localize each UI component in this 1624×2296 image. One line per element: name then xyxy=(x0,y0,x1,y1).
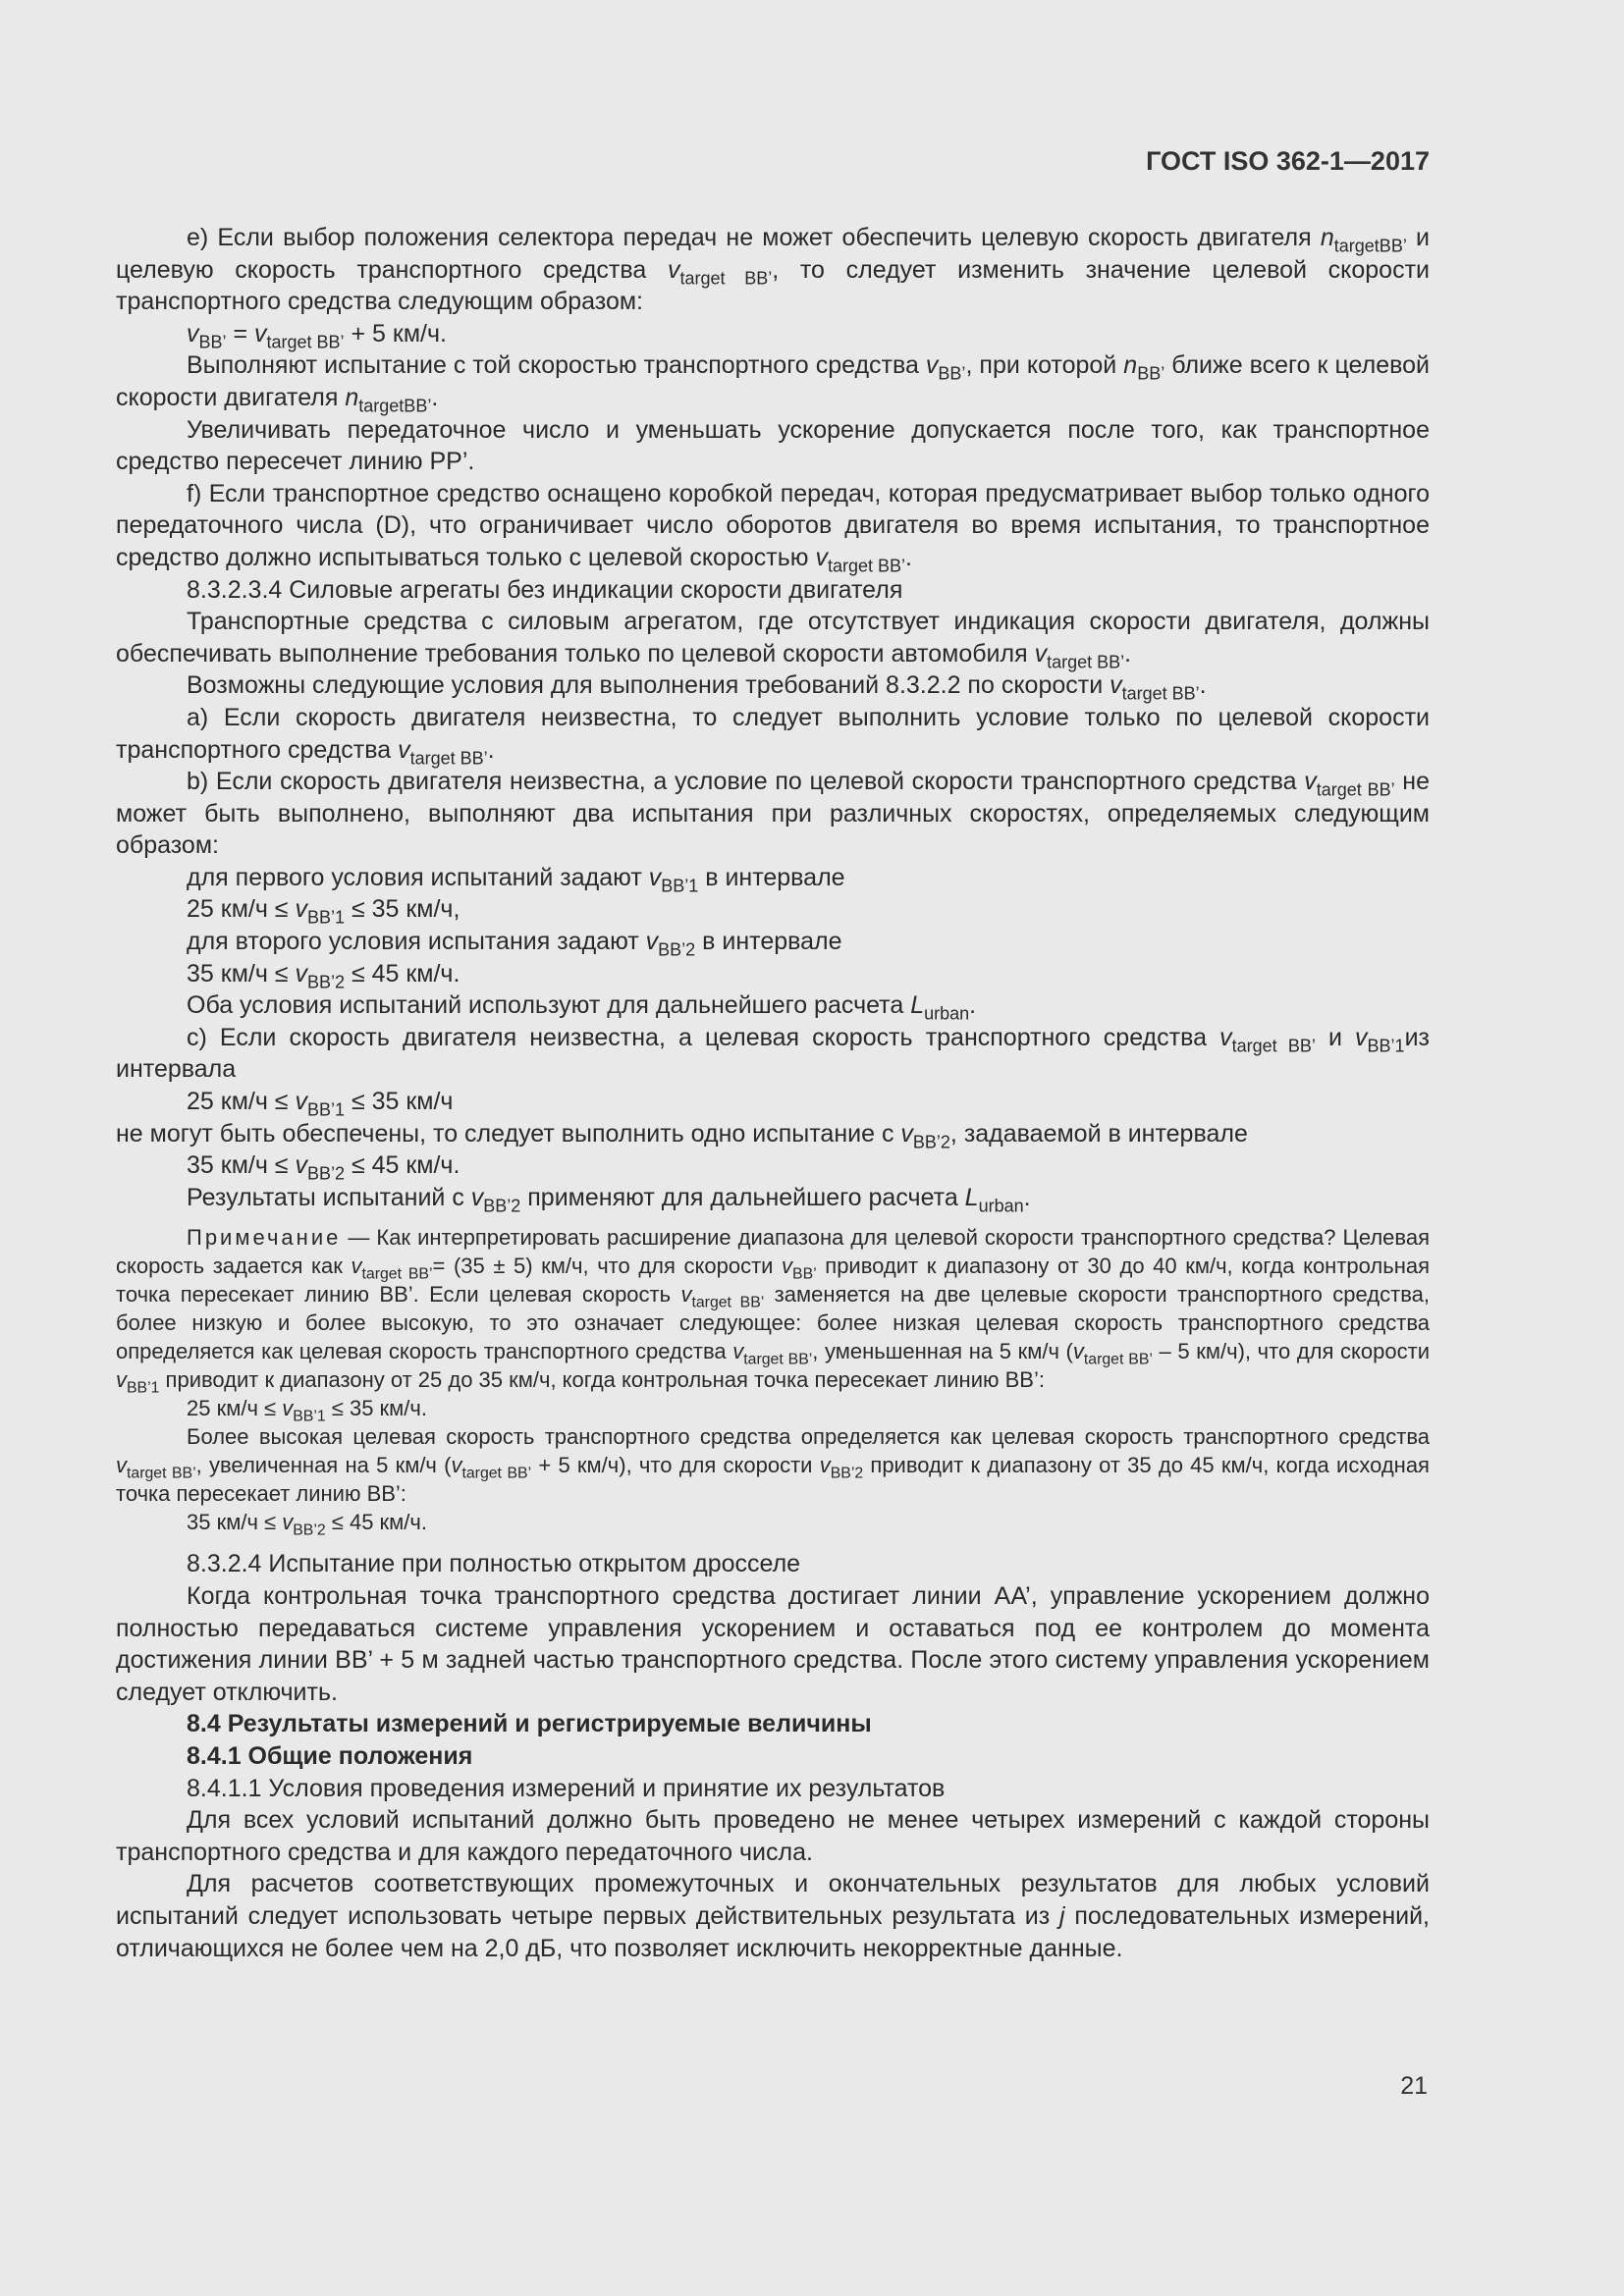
heading-8-4: 8.4 Результаты измерений и регистрируемые величины xyxy=(187,1710,872,1738)
note-paragraph-higher: Более высокая целевая скорость транспортного средства определяется как целевая скорость транспортного средства $v_{target BB’}$, увеличенная на 5 км/ч ($v_{target BB’} + 5$ км/ч), что для скорости $v_{BB’2}$ приводит к диапазону от 35 до 45 км/ч, когда исходная точка пересекает линию BB’: xyxy=(116,1424,1430,1507)
note-inequality-2: 35 $км/ч \le v_{BB’2} \le 45$ км/ч. xyxy=(187,1510,427,1539)
paragraph-e-increase: Увеличивать передаточное число и уменьшать ускорение допускается после того, как транспортное средство пересечет линию PP’. xyxy=(116,415,1430,476)
paragraph-vehicles: Транспортные средства с силовым агрегатом, где отсутствует индикация скорости двигателя, должны обеспечивать выполнение требования только по целевой скорости автомобиля $v_{target BB’}$. xyxy=(116,608,1430,672)
equation-vbb: $v_{BB’} = v_{target BB’} + 5$ км/ч. xyxy=(187,319,447,352)
second-condition: для второго условия испытания задают $v_{BB’2}$ в интервале xyxy=(187,928,842,960)
third-inequality: 25 $км/ч \le v_{BB’1} \le 35$ км/ч xyxy=(187,1088,454,1120)
first-inequality: 25 $км/ч \le v_{BB’1} \le 35$ км/ч, xyxy=(187,895,460,928)
first-condition: для первого условия испытаний задают $v_{BB’1}$ в интервале xyxy=(187,863,845,896)
paragraph-results: Результаты испытаний с $v_{BB’2}$ применяют для дальнейшего расчета $L_{urban}$. xyxy=(187,1183,1031,1216)
document-header: ГОСТ ISO 362-1—2017 xyxy=(1146,146,1430,176)
paragraph-a: а) Если скорость двигателя неизвестна, то следует выполнить условие только по целевой скорости транспортного средства $v_{target BB’}$. xyxy=(116,703,1430,768)
note-block xyxy=(116,1223,1430,1539)
paragraph-b: b) Если скорость двигателя неизвестна, а условие по целевой скорости транспортного средства $v_{target BB’}$ не может быть выполнено, выполняют два испытания при различных скоростях, определяемых следующим образом: xyxy=(116,768,1430,860)
section-8-3-2-3-4: 8.3.2.3.4 Силовые агрегаты без индикации скорости двигателя xyxy=(187,575,903,604)
paragraph-f: f) Если транспортное средство оснащено коробкой передач, которая предусматривает выбор только одного передаточного числа (D), что ограничивает число оборотов двигателя во время испытания, то транспортное средство должно испытываться только с целевой скоростью $v_{target BB’}$. xyxy=(116,479,1430,576)
note-paragraph: Примечание — Как интерпретировать расширение диапазона для целевой скорости транспортного средства? Целевая скорость задается как $v_{target BB’}= (35 \pm 5)$ км/ч, что для скорости $v_{BB’}$ приводит к диапазону от 30 до 40 км/ч, когда контрольная точка пересекает линию BB’. Если целевая скорость $v_{target BB’}$ заменяется на две целевые скорости транспортного средства, более низкую и более высокую, то это означает следующее: более низкая целевая скорость транспортного средства определяется как целевая скорость транспортного средства $v_{target BB’}$, уменьшенная на 5 км/ч ($v_{target BB’} - 5$ км/ч), что для скорости $v_{BB’1}$ приводит к диапазону от 25 до 35 км/ч, когда контрольная точка пересекает линию BB’: xyxy=(116,1225,1430,1397)
section-8-4-1-1: 8.4.1.1 Условия проведения измерений и принятие их результатов xyxy=(187,1774,946,1802)
paragraph-e: е) Если выбор положения селектора передач не может обеспечить целевую скорость двигателя $n_{targetBB’}$ и целевую скорость транспортного средства $v_{target BB’}$, то следует изменить значение целевой скорости транспортного средства следующим образом: xyxy=(116,224,1430,316)
paragraph-e-test: Выполняют испытание с той скоростью транспортного средства $v_{BB’}$, при которой $n_{BB’}$ ближе всего к целевой скорости двигателя $n_{targetBB’}$. xyxy=(116,351,1430,416)
page-body xyxy=(116,222,1430,1964)
paragraph-c: с) Если скорость двигателя неизвестна, а целевая скорость транспортного средства $v_{target BB’}$ и $v_{BB’1}из$ интервала xyxy=(116,1023,1431,1084)
note-label: Примечание xyxy=(187,1225,342,1251)
paragraph-cannot: не могут быть обеспечены, то следует выполнить одно испытание с $v_{BB’2}$, задаваемой в интервале xyxy=(116,1119,1248,1151)
paragraph-8-4-1-1-a: Для всех условий испытаний должно быть проведено не менее четырех измерений с каждой стороны транспортного средства и для каждого передаточного числа. xyxy=(116,1806,1430,1866)
page-number: 21 xyxy=(1400,2072,1428,2100)
paragraph-8-4-1-1-b: Для расчетов соответствующих промежуточных и окончательных результатов для любых условий испытаний следует использовать четыре первых действительных результата из j последовательных измерений, отличающихся не более чем на 2,0 дБ, что позволяет исключить некорректные данные. xyxy=(116,1870,1430,1962)
second-inequality: 35 $км/ч \le v_{BB’2} \le 45$ км/ч. xyxy=(187,959,460,991)
both-conditions: Оба условия испытаний используют для дальнейшего расчета $L_{urban}$. xyxy=(187,991,977,1024)
fourth-inequality: 35 $км/ч \le v_{BB’2} \le 45$ км/ч. xyxy=(187,1151,460,1184)
heading-8-4-1: 8.4.1 Общие положения xyxy=(187,1741,473,1770)
section-8-3-2-4: 8.3.2.4 Испытание при полностью открытом дросселе xyxy=(187,1550,801,1578)
paragraph-8-3-2-4: Когда контрольная точка транспортного средства достигает линии AA’, управление ускорением должно полностью передаваться системе управления ускорением и оставаться под ее контролем до момента достижения линии BB’ + 5 м задней частью транспортного средства. После этого систему управления ускорением следует отключить. xyxy=(116,1582,1430,1706)
paragraph-conditions: Возможны следующие условия для выполнения требований 8.3.2.2 по скорости $v_{target BB’}$. xyxy=(187,671,1207,704)
note-inequality-1: 25 $км/ч \le v_{BB’1} \le 35$ км/ч. xyxy=(187,1396,427,1425)
